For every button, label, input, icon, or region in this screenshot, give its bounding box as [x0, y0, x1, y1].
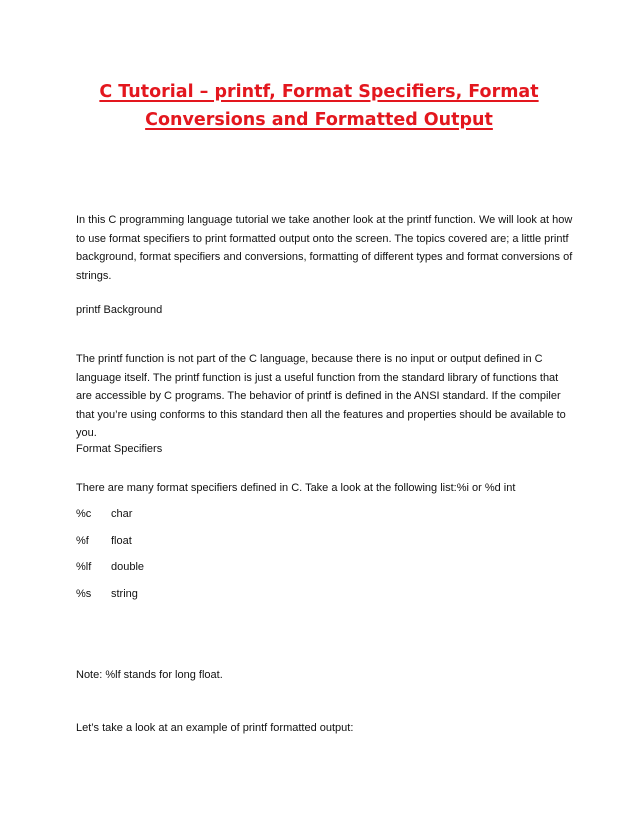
specifier-type: char: [111, 508, 133, 520]
heading-printf-background: printf Background: [76, 304, 163, 316]
specifier-code: %s: [76, 588, 92, 600]
background-paragraph: The printf function is not part of the C language, because there is no input or output defined in C language itself. The printf function is just a useful function from the standard library of functions that are accessible by C programs. The behavior of printf is defined in the ANSI standard. If the compiler that you’re using conforms to this standard then all the features and properties should be available to you.: [76, 353, 566, 440]
page-title-line-1: C Tutorial – printf, Format Specifiers, Format: [99, 82, 539, 102]
specifier-code: %c: [76, 508, 92, 520]
note-text: Note: %lf stands for long float.: [76, 669, 223, 681]
intro-paragraph: In this C programming language tutorial we take another look at the printf function. We will look at how to use format specifiers to print formatted output onto the screen. The topics covered are; a little printf background, format specifiers and conversions, formatting of different types and format conversions of strings.: [76, 214, 573, 282]
example-intro: Let’s take a look at an example of printf formatted output:: [76, 722, 354, 734]
page-title-line-2: Conversions and Formatted Output: [145, 110, 493, 130]
specifier-type: float: [111, 535, 132, 547]
specifier-type: string: [111, 588, 138, 600]
specifier-type: double: [111, 561, 145, 573]
specifier-code: %lf: [76, 561, 92, 573]
page-title: [60, 78, 578, 134]
specifiers-intro: There are many format specifiers defined in C. Take a look at the following list:%i or %d int: [76, 482, 516, 494]
heading-format-specifiers: Format Specifiers: [76, 443, 163, 455]
specifier-code: %f: [76, 535, 89, 547]
